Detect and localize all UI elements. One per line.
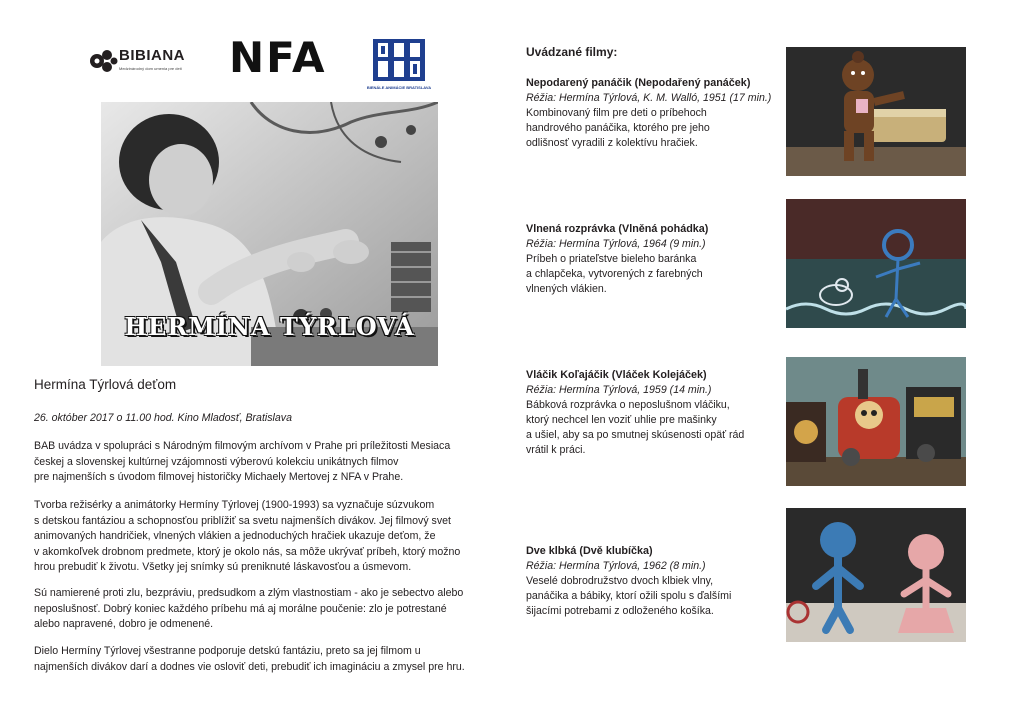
film-entry: [526, 76, 781, 151]
bibiana-mark-icon: [88, 46, 118, 76]
film-title: Vlnená rozprávka (Vlněná pohádka): [526, 223, 709, 235]
films-heading: Uvádzané filmy:: [526, 45, 618, 59]
film-entry: [526, 222, 781, 297]
film-still-two-balls: [786, 508, 966, 642]
bab-subtitle: BIENÁLE ANIMÁCIE BRATISLAVA: [366, 85, 432, 90]
film-title: Vláčik Koľajáčik (Vláček Kolejáček): [526, 369, 707, 381]
film-entry: [526, 368, 781, 458]
bibiana-wordmark: BIBIANA: [119, 47, 185, 64]
article-paragraph: BAB uvádza v spolupráci s Národným filmovým archívom v Prahe pri príležitosti Mesiaca českej a slovenskej kultúrnej vzájomnosti výberovú kolekciu unikátnych filmov pre najmenších s úvodom filmovej historičky Michaely Mertovej z NFA v Prahe.: [34, 440, 451, 483]
bab-logo: [364, 37, 434, 97]
film-still-rag-doll: [786, 47, 966, 176]
film-title: Dve klbká (Dvě klubíčka): [526, 545, 653, 557]
film-description: Kombinovaný film pre deti o príbehoch handrového panáčika, ktorého pre jeho odlišnosť vyradili z kolektívu hračiek.: [526, 107, 710, 149]
bibiana-logo: [88, 44, 188, 80]
article-paragraph: Dielo Hermíny Týrlovej všestranne podporuje detskú fantáziu, preto sa jej filmom u najmenších divákov darí a dodnes vie osloviť deti, prebudiť ich imagináciu a zmysel pre hru.: [34, 645, 465, 673]
article-date-venue: 26. október 2017 o 11.00 hod. Kino Mladosť, Bratislava: [34, 412, 292, 424]
nfa-logo: NFA: [229, 33, 327, 82]
portrait-photo: [101, 102, 438, 366]
film-meta: Réžia: Hermína Týrlová, 1962 (8 min.): [526, 560, 706, 572]
film-meta: Réžia: Hermína Týrlová, K. M. Walló, 1951 (17 min.): [526, 92, 772, 104]
film-title: Nepodarený panáčik (Nepodařený panáček): [526, 77, 751, 89]
film-description: Príbeh o priateľstve bieleho baránka a chlapčeka, vytvorených z farebných vlnených vlákien.: [526, 253, 703, 295]
film-description: Bábková rozprávka o neposlušnom vláčiku, ktorý nechcel len voziť uhlie pre mašinky a ušiel, aby sa po smutnej skúsenosti opäť rád vrátil k práci.: [526, 399, 745, 456]
bab-mark-icon: [364, 37, 434, 83]
film-still-wool-tale: [786, 199, 966, 328]
film-description: Veselé dobrodružstvo dvoch klbiek vlny, panáčika a bábiky, ktorí ožili spolu s ďalšími šijacími potrebami z odloženého košíka.: [526, 575, 732, 617]
film-entry: [526, 544, 781, 619]
article-paragraph: Sú namierené proti zlu, bezpráviu, predsudkom a zlým vlastnostiam - ako je sebectvo alebo neposlušnosť. Dobrý koniec každého príbehu má aj morálne poučenie: zlo je potrestané alebo napravené, dobro je odmenené.: [34, 587, 464, 630]
film-meta: Réžia: Hermína Týrlová, 1964 (9 min.): [526, 238, 706, 250]
article-paragraph: Tvorba režisérky a animátorky Hermíny Týrlovej (1900-1993) sa vyznačuje súzvukom s detskou fantáziou a schopnosťou priblížiť sa svetu najmenších divákov. Jej filmový svet animovaných handričiek, vlnených vlákien a jednoduchých hračiek ukazuje deťom, že v akomkoľvek drobnom predmete, ktorý je okolo nás, sa môže ukrývať príbeh, ktorý možno hrou prebudiť k životu. Všetky jej snímky sú preniknuté láskavosťou a úsmevom.: [34, 499, 461, 573]
bibiana-subtitle: Medzinárodný dom umenia pre deti: [119, 66, 182, 71]
film-still-train: [786, 357, 966, 486]
article-heading: Hermína Týrlová deťom: [34, 377, 177, 392]
portrait-overlay-title: HERMÍNA TÝRLOVÁ: [124, 312, 415, 341]
film-meta: Réžia: Hermína Týrlová, 1959 (14 min.): [526, 384, 712, 396]
